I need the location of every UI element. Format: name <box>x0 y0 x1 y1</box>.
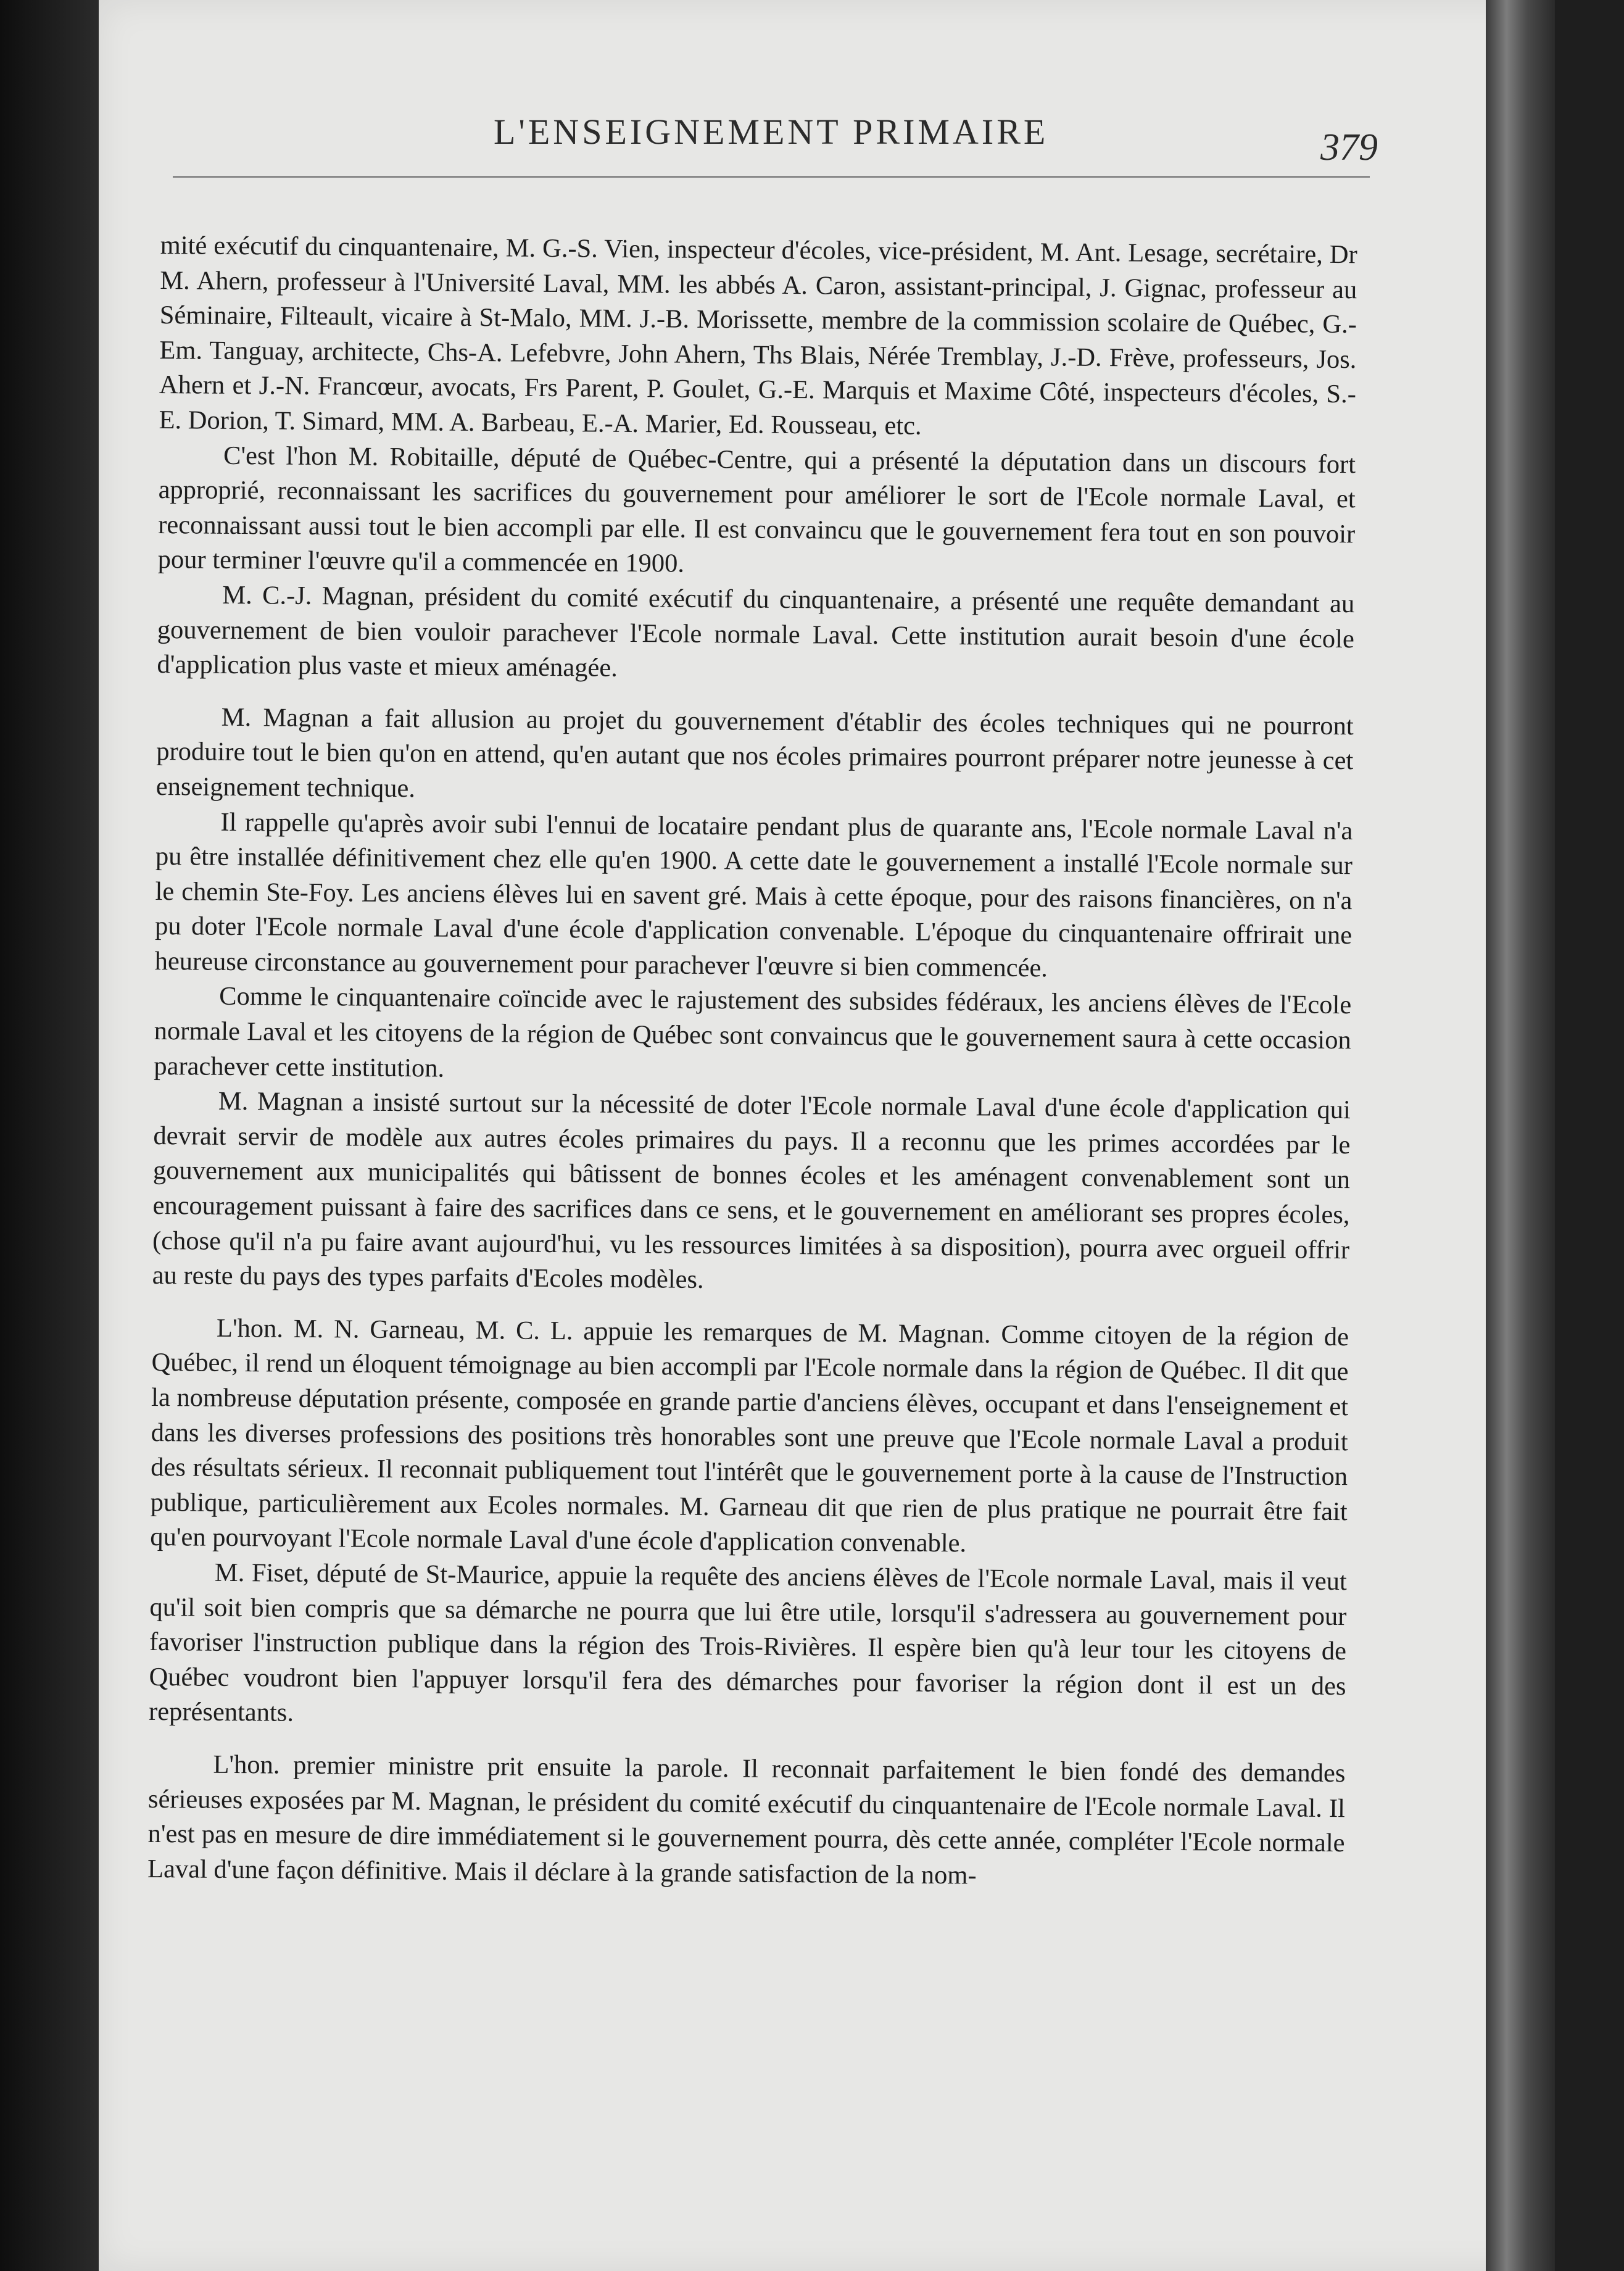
paragraph: M. Fiset, député de St-Maurice, appuie la requête des anciens élèves de l'Ecole normale Laval, mais il veut qu'il soit bien compris que sa démarche ne pourra que lui être utile, lorsqu'il s'adressera au gouvernement pour favoriser l'instruction publique dans la région des Trois-Rivières. Il espère bien qu'à leur tour les citoyens de Québec voudront bien l'appuyer lorsqu'il fera des démarches pour favoriser la région dont il est un des représentants. <box>148 1558 1348 1728</box>
paragraph: Comme le cinquantenaire coïncide avec le rajustement des subsides fédéraux, les anciens élèves de l'Ecole normale Laval et les citoyens de la région de Québec sont convaincus que le gouvernement saura à cette occasion parachever cette institution. <box>154 982 1352 1083</box>
body-text <box>147 228 1357 1896</box>
paragraph: M. C.-J. Magnan, président du comité exécutif du cinquantenaire, a présenté une requête demandant au gouvernement de bien vouloir parachever l'Ecole normale Laval. Cette institution aurait besoin d'une école d'application plus vaste et mieux aménagée. <box>157 580 1355 683</box>
paragraph: M. Magnan a insisté surtout sur la nécessité de doter l'Ecole normale Laval d'une école d'application qui devrait servir de modèle aux autres écoles primaires du pays. Il a reconnu que les primes accordées par le gouvernement aux municipalités qui bâtissent de bonnes écoles et les aménagent convenablement sont un encouragement puissant à faire des sacrifices dans ce sens, et le gouvernement en améliorant ses propres écoles, (chose qu'il n'a pu faire avant aujourd'hui, vu les ressources limitées à sa disposition), pourra avec orgueil offrir au reste du pays des types parfaits d'Ecoles modèles. <box>152 1087 1351 1295</box>
paragraph: C'est l'hon M. Robitaille, député de Québec-Centre, qui a présenté la députation dans un discours fort approprié, reconnaissant les sacrifices du gouvernement pour améliorer le sort de l'Ecole normale Laval, et reconnaissant aussi tout le bien accompli par elle. Il est convaincu que le gouvernement fera tout en son pouvoir pour terminer l'œuvre qu'il a commencée en 1900. <box>157 441 1356 579</box>
running-title: L'ENSEIGNEMENT PRIMAIRE <box>494 112 1049 152</box>
paragraph: L'hon. premier ministre prit ensuite la parole. Il reconnait parfaitement le bien fondé des demandes sérieuses exposées par M. Magnan, le président du comité exécutif du cinquantenaire de l'Ecole normale Laval. Il n'est pas en mesure de dire immédiatement si le gouvernement pourra, dès cette année, compléter l'Ecole normale Laval d'une façon définitive. Mais il déclare à la grande satisfaction de la nom- <box>147 1750 1346 1890</box>
book-spine-edge <box>1486 0 1555 2271</box>
header-rule <box>173 176 1370 178</box>
scan-left-margin <box>0 0 99 2271</box>
paragraph: M. Magnan a fait allusion au projet du gouvernement d'établir des écoles techniques qui ne pourront produire tout le bien qu'on en attend, qu'en autant que nos écoles primaires pourront préparer notre jeunesse à cet enseignement technique. <box>155 702 1354 803</box>
page-number: 379 <box>1320 127 1378 168</box>
book-page <box>99 0 1555 2271</box>
paragraph: Il rappelle qu'après avoir subi l'ennui de locataire pendant plus de quarante ans, l'Ecole normale Laval n'a pu être installée définitivement chez elle qu'en 1900. A cette date le gouvernement a installé l'Ecole normale sur le chemin Ste-Foy. Les anciens élèves lui en savent gré. Mais à cette époque, pour des raisons financières, on n'a pu doter l'Ecole normale Laval d'une école d'application convenable. L'époque du cinquantenaire offrirait une heureuse circonstance au gouvernement pour parachever l'œuvre si bien commencée. <box>154 807 1353 983</box>
page-header <box>99 99 1555 173</box>
paragraph: mité exécutif du cinquantenaire, M. G.-S. Vien, inspecteur d'écoles, vice-président, M. Ant. Lesage, secrétaire, Dr M. Ahern, professeur à l'Université Laval, MM. les abbés A. Caron, assistant-principal, J. Gignac, professeur au Séminaire, Filteault, vicaire à St-Malo, MM. J.-B. Morissette, membre de la commission scolaire de Québec, G.-Em. Tanguay, architecte, Chs-A. Lefebvre, John Ahern, Ths Blais, Nérée Tremblay, J.-D. Frève, professeurs, Jos. Ahern et J.-N. Francœur, avocats, Frs Parent, P. Goulet, G.-E. Marquis et Maxime Côté, inspecteurs d'écoles, S.-E. Dorion, T. Simard, MM. A. Barbeau, E.-A. Marier, Ed. Rousseau, etc. <box>159 230 1357 441</box>
paragraph: L'hon. M. N. Garneau, M. C. L. appuie les remarques de M. Magnan. Comme citoyen de la région de Québec, il rend un éloquent témoignage au bien accompli par l'Ecole normale dans la région de Québec. Il dit que la nombreuse députation présente, composée en grande partie d'anciens élèves, occupant et dans l'enseignement et dans les diverses professions des positions très honorables sont une preuve que l'Ecole normale Laval a produit des résultats sérieux. Il reconnait publiquement tout l'intérêt que le gouvernement porte à la cause de l'Instruction publique, particulièrement aux Ecoles normales. M. Garneau dit que rien de plus pratique ne pourrait être fait qu'en pourvoyant l'Ecole normale Laval d'une école d'application convenable. <box>150 1313 1349 1558</box>
